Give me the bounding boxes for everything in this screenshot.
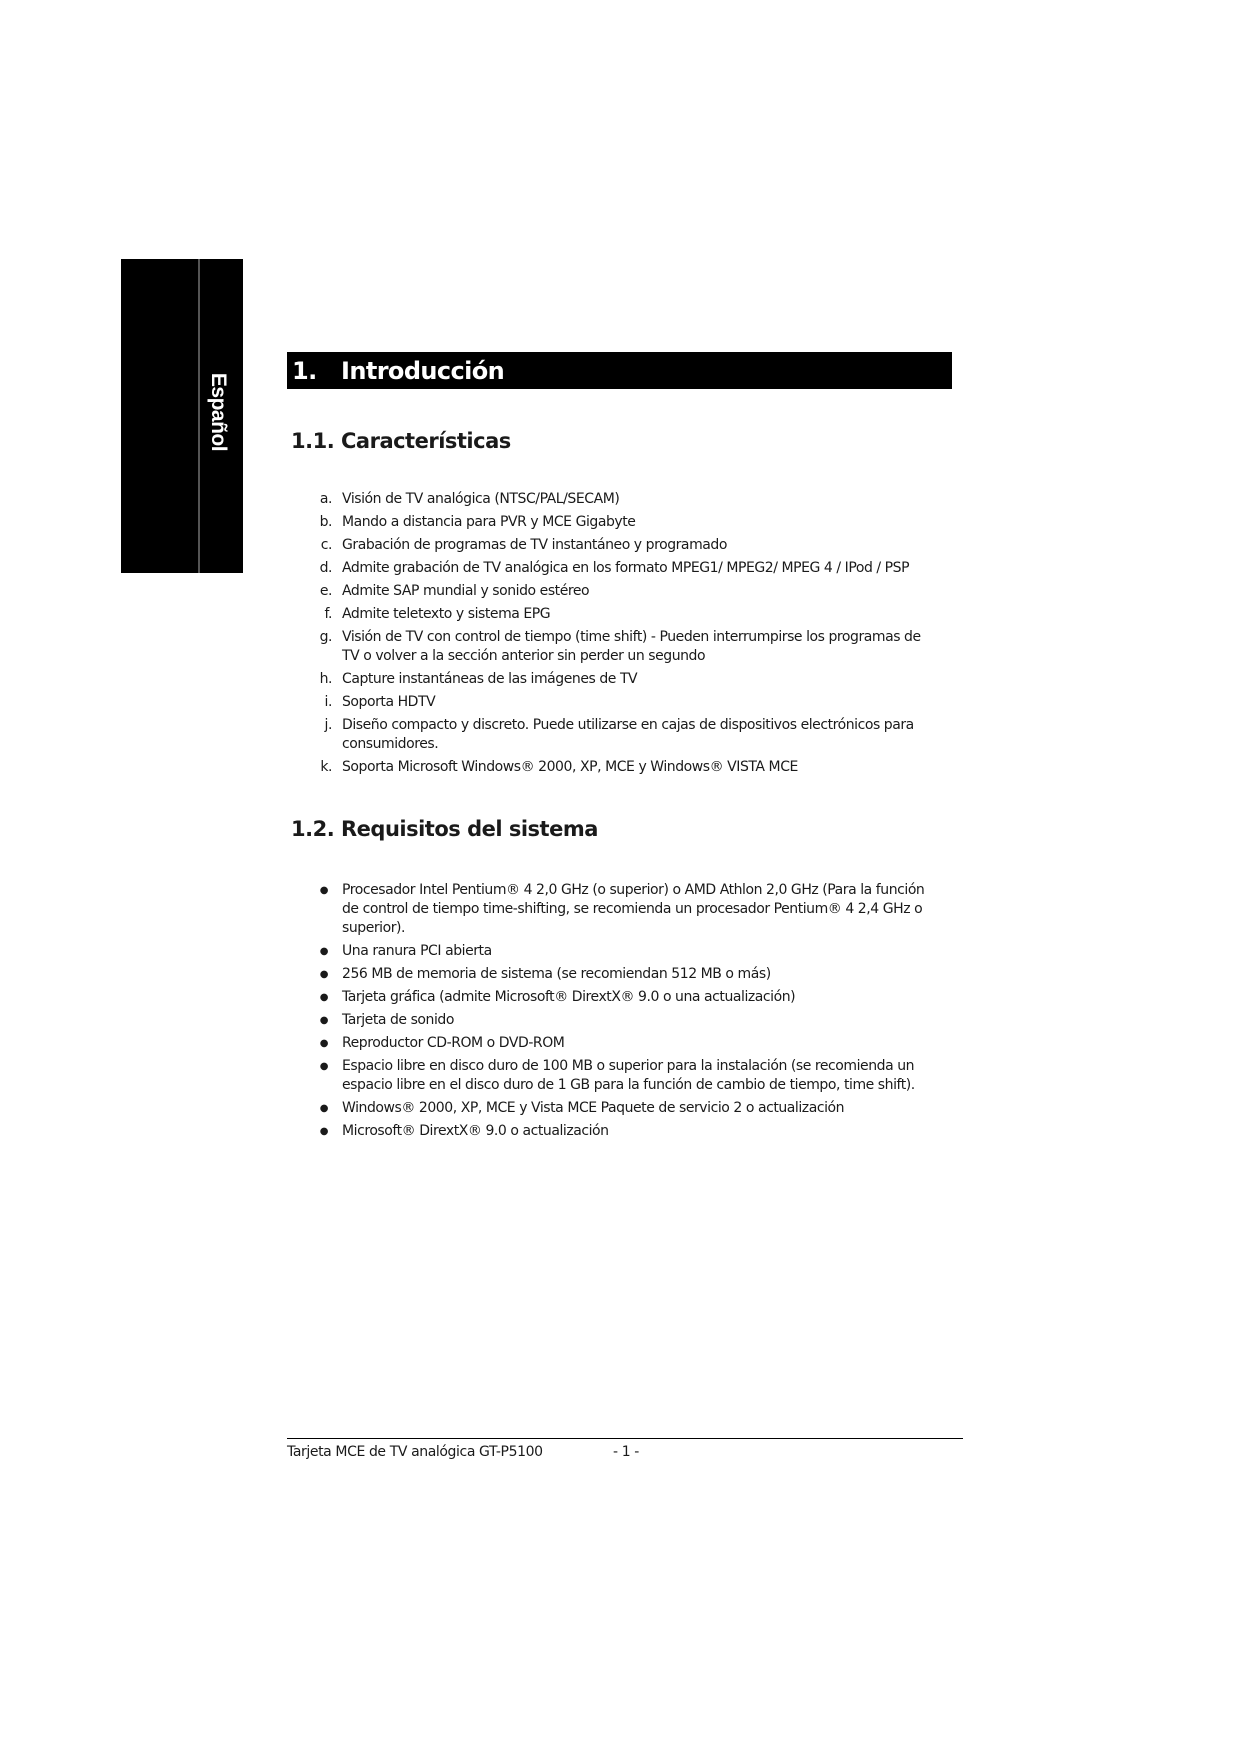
list-item [287,942,952,961]
list-item-text: Capture instantáneas de las imágenes de TV [342,671,638,687]
list-item [287,536,952,555]
list-item [287,1122,952,1141]
requirements-section-title: Requisitos del sistema [341,817,598,841]
list-item-text: Windows® 2000, XP, MCE y Vista MCE Paquete de servicio 2 o actualización [342,1100,845,1116]
list-item-text: Admite grabación de TV analógica en los formato MPEG1/ MPEG2/ MPEG 4 / IPod / PSP [342,560,910,576]
list-item [287,1057,952,1095]
list-marker: k. [320,759,332,775]
bullet-icon: ● [319,1038,328,1049]
footer-page-number: - 1 - [613,1444,639,1460]
requirements-heading [287,817,952,841]
requirements-list [287,881,952,1141]
list-item [287,605,952,624]
list-marker: c. [320,537,332,553]
features-list [287,490,952,777]
list-item-text: Diseño compacto y discreto. Puede utilizarse en cajas de dispositivos electrónicos para consumidores. [342,717,914,752]
list-item-text: Visión de TV analógica (NTSC/PAL/SECAM) [342,491,620,507]
features-section-title: Características [341,429,511,453]
list-item [287,1034,952,1053]
chapter-number: 1. [292,356,317,385]
list-marker: i. [324,694,332,710]
list-marker: a. [319,491,332,507]
page-content [287,352,952,1145]
list-item [287,490,952,509]
tab-divider [198,259,200,573]
list-item [287,1099,952,1118]
list-item [287,628,952,666]
list-item [287,716,952,754]
list-item [287,988,952,1007]
bullet-icon: ● [319,969,328,980]
list-item-text: Espacio libre en disco duro de 100 MB o superior para la instalación (se recomienda un espacio libre en el disco duro de 1 GB para la función de cambio de tiempo, time shift). [342,1058,915,1093]
features-section-number: 1.1. [291,429,335,453]
list-marker: f. [324,606,332,622]
footer-document-title: Tarjeta MCE de TV analógica GT-P5100 [287,1444,543,1460]
language-tab-label: Español [207,372,230,452]
list-item-text: Tarjeta gráfica (admite Microsoft® DirextX® 9.0 o una actualización) [342,989,796,1005]
list-item [287,693,952,712]
list-marker: h. [319,671,332,687]
list-item-text: Una ranura PCI abierta [342,943,492,959]
requirements-section-number: 1.2. [291,817,335,841]
list-item-text: Soporta HDTV [342,694,436,710]
bullet-icon: ● [319,885,328,896]
list-item [287,513,952,532]
list-item-text: Microsoft® DirextX® 9.0 o actualización [342,1123,609,1139]
bullet-icon: ● [319,946,328,957]
list-item [287,965,952,984]
bullet-icon: ● [319,992,328,1003]
page-footer [287,1438,963,1460]
list-item-text: Reproductor CD-ROM o DVD-ROM [342,1035,565,1051]
list-marker: b. [319,514,332,530]
chapter-title: Introducción [341,356,505,385]
chapter-heading [287,352,952,389]
list-item [287,559,952,578]
list-item-text: Soporta Microsoft Windows® 2000, XP, MCE y Windows® VISTA MCE [342,759,798,775]
list-item-text: Admite teletexto y sistema EPG [342,606,551,622]
list-item-text: Mando a distancia para PVR y MCE Gigabyte [342,514,636,530]
bullet-icon: ● [319,1061,328,1072]
bullet-icon: ● [319,1126,328,1137]
list-marker: d. [319,560,332,576]
list-item [287,582,952,601]
list-item-text: Tarjeta de sonido [342,1012,454,1028]
list-marker: g. [319,629,332,645]
list-item-text: 256 MB de memoria de sistema (se recomiendan 512 MB o más) [342,966,771,982]
bullet-icon: ● [319,1015,328,1026]
list-marker: e. [319,583,332,599]
list-item-text: Procesador Intel Pentium® 4 2,0 GHz (o superior) o AMD Athlon 2,0 GHz (Para la función de control de tiempo time-shifting, se recomienda un procesador Pentium® 4 2,4 GHz o superior). [342,882,925,936]
list-marker: j. [324,717,332,733]
bullet-icon: ● [319,1103,328,1114]
list-item [287,670,952,689]
features-heading [287,429,952,453]
list-item-text: Grabación de programas de TV instantáneo y programado [342,537,727,553]
list-item [287,881,952,938]
list-item [287,1011,952,1030]
list-item-text: Visión de TV con control de tiempo (time shift) - Pueden interrumpirse los programas de TV o volver a la sección anterior sin perder un segundo [342,629,921,664]
list-item-text: Admite SAP mundial y sonido estéreo [342,583,590,599]
list-item [287,758,952,777]
